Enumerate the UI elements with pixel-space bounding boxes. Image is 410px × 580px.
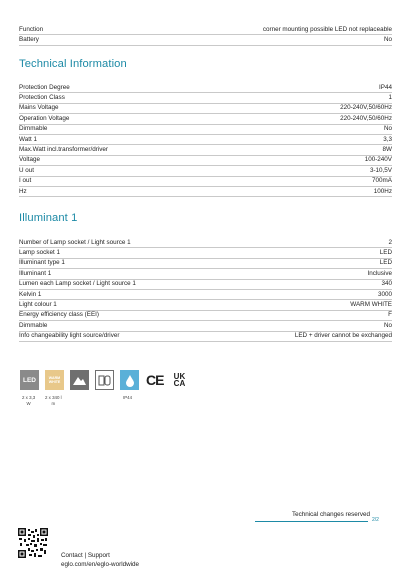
- general-spec-table: [19, 25, 392, 46]
- illuminant-spec-row: [19, 311, 392, 321]
- technical-information-heading: Technical Information: [19, 58, 127, 70]
- illuminant-spec-value: 2: [388, 238, 392, 246]
- technical-spec-row: [19, 135, 392, 145]
- illuminant-spec-value: LED: [379, 259, 392, 267]
- page-number: 2/2: [372, 517, 379, 523]
- illuminant-spec-row: [19, 332, 392, 342]
- led-icon-label: LED: [23, 376, 36, 384]
- technical-spec-label: Max.Watt incl.transformer/driver: [19, 146, 108, 154]
- illuminant-spec-label: Number of Lamp socket / Light source 1: [19, 238, 131, 246]
- illuminant-spec-label: Lumen each Lamp socket / Light source 1: [19, 280, 136, 288]
- technical-spec-value: 3,3: [383, 135, 392, 143]
- warm-label-line1: WARM: [48, 376, 61, 380]
- ukca-line2: CA: [173, 379, 186, 388]
- illuminant-spec-row: [19, 300, 392, 310]
- illuminant-spec-row: [19, 321, 392, 331]
- footer-rule: [255, 521, 368, 522]
- illuminant-spec-value: 3000: [377, 290, 392, 298]
- light-angle-icon: [70, 370, 89, 390]
- technical-spec-row: [19, 187, 392, 197]
- illuminant-spec-value: F: [388, 311, 392, 319]
- technical-spec-value: 100-240V: [364, 156, 392, 164]
- lumen-caption-line2: m: [51, 401, 56, 406]
- technical-spec-row: [19, 83, 392, 93]
- warm-white-icon: [45, 370, 64, 390]
- illuminant-spec-label: Illuminant 1: [19, 269, 52, 277]
- watt-caption-line2: W: [26, 401, 31, 406]
- lumen-caption: [45, 395, 62, 407]
- illuminant-spec-label: Dimmable: [19, 321, 48, 329]
- illuminant-spec-row: [19, 238, 392, 248]
- illuminant-heading: Illuminant 1: [19, 212, 78, 224]
- technical-spec-value: 220-240V,50/60Hz: [340, 104, 392, 112]
- illuminant-spec-value: WARM WHITE: [350, 301, 392, 309]
- illuminant-spec-value: 340: [381, 280, 392, 288]
- illuminant-spec-table: [19, 238, 392, 342]
- contact-support-link[interactable]: Contact | Support: [61, 552, 110, 559]
- general-spec-value: No: [383, 36, 392, 44]
- technical-spec-label: Mains Voltage: [19, 104, 59, 112]
- certification-icons-row: [20, 368, 188, 392]
- illuminant-spec-value: No: [383, 321, 392, 329]
- general-spec-label: Battery: [19, 36, 39, 44]
- contact-block: [61, 551, 139, 569]
- general-spec-value: corner mounting possible LED not replaceable: [262, 25, 392, 33]
- ip44-water-drop-icon: [120, 370, 139, 390]
- technical-spec-label: Watt 1: [19, 135, 37, 143]
- technical-spec-value: 3-10,5V: [369, 166, 392, 174]
- illuminant-spec-row: [19, 248, 392, 258]
- technical-spec-table: [19, 83, 392, 197]
- qr-code-icon: [18, 528, 48, 558]
- technical-spec-label: Voltage: [19, 156, 41, 164]
- led-icon: [20, 370, 39, 390]
- technical-spec-row: [19, 145, 392, 155]
- technical-spec-label: Hz: [19, 187, 27, 195]
- technical-spec-value: 8W: [382, 146, 392, 154]
- illuminant-spec-value: Inclusive: [367, 269, 392, 277]
- watt-caption: [22, 395, 35, 407]
- technical-spec-label: Operation Voltage: [19, 114, 70, 122]
- warm-label-line2: WHITE: [48, 380, 61, 384]
- technical-spec-row: [19, 114, 392, 124]
- ip-caption: IP44: [123, 395, 133, 400]
- illuminant-spec-row: [19, 280, 392, 290]
- technical-spec-row: [19, 93, 392, 103]
- general-spec-label: Function: [19, 25, 44, 33]
- general-spec-row: [19, 25, 392, 35]
- technical-changes-note: Technical changes reserved: [291, 511, 370, 518]
- illuminant-spec-label: Lamp socket 1: [19, 249, 60, 257]
- technical-spec-label: I out: [19, 177, 32, 185]
- technical-spec-row: [19, 166, 392, 176]
- lumen-caption-line1: 2 x 340 l: [45, 395, 62, 400]
- technical-spec-value: 1: [388, 94, 392, 102]
- technical-spec-row: [19, 156, 392, 166]
- technical-spec-value: IP44: [379, 83, 392, 91]
- illuminant-spec-value: LED + driver cannot be exchanged: [294, 332, 392, 340]
- technical-spec-row: [19, 177, 392, 187]
- technical-spec-value: 100Hz: [373, 187, 392, 195]
- illuminant-spec-label: Energy efficiency class (EEI): [19, 311, 100, 319]
- technical-spec-label: U out: [19, 166, 35, 174]
- technical-spec-row: [19, 104, 392, 114]
- technical-spec-label: Dimmable: [19, 125, 48, 133]
- illuminant-spec-label: Kelvin 1: [19, 290, 42, 298]
- technical-spec-value: 220-240V,50/60Hz: [340, 114, 392, 122]
- illuminant-spec-label: Light colour 1: [19, 301, 57, 309]
- general-spec-row: [19, 35, 392, 45]
- technical-spec-value: No: [383, 125, 392, 133]
- illuminant-spec-label: Illuminant type 1: [19, 259, 65, 267]
- ce-mark-icon: CE: [146, 372, 164, 388]
- illuminant-spec-row: [19, 259, 392, 269]
- ukca-mark-icon: [170, 370, 188, 390]
- illuminant-spec-label: Info changeability light source/driver: [19, 332, 120, 340]
- watt-caption-line1: 2 x 3,3: [22, 395, 36, 400]
- technical-spec-label: Protection Degree: [19, 83, 70, 91]
- ukca-line1: UK: [173, 371, 186, 381]
- illuminant-spec-row: [19, 269, 392, 279]
- driver-icon: [95, 370, 114, 390]
- eglo-worldwide-link[interactable]: eglo.com/en/eglo-worldwide: [61, 561, 140, 568]
- technical-spec-label: Protection Class: [19, 94, 65, 102]
- illuminant-spec-row: [19, 290, 392, 300]
- illuminant-spec-value: LED: [379, 249, 392, 257]
- technical-spec-value: 700mA: [372, 177, 392, 185]
- technical-spec-row: [19, 125, 392, 135]
